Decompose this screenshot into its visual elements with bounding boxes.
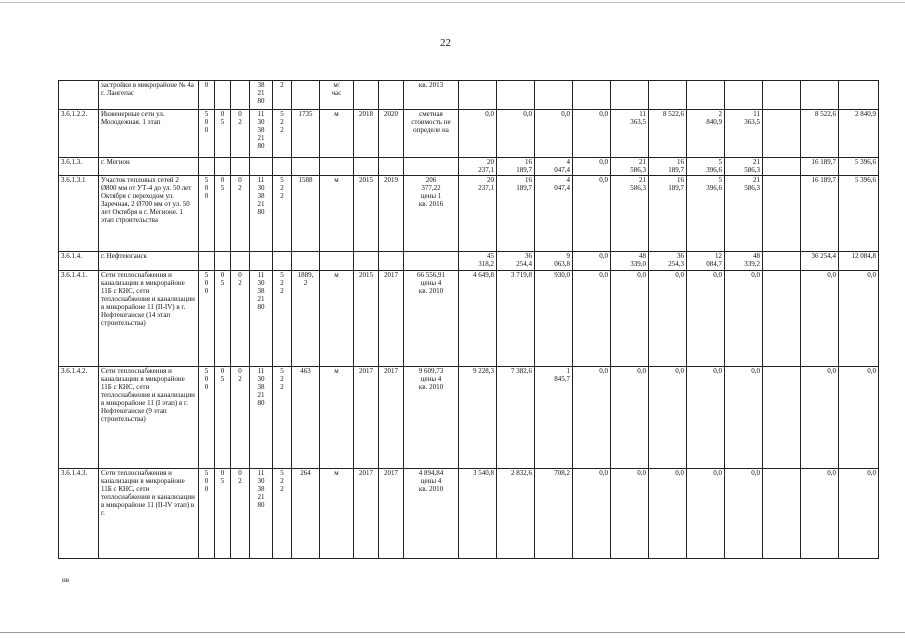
end-year-cell: 2017 <box>379 271 404 367</box>
value-cell: 2 840,9 <box>839 110 879 158</box>
length-cell <box>292 158 320 176</box>
value-cell: 0,0 <box>649 367 687 469</box>
power-digit-cell: 5 0 0 <box>199 271 215 367</box>
value-cell: 11 363,5 <box>725 110 763 158</box>
unit-cell: м <box>320 110 354 158</box>
value-cell: 0,0 <box>839 271 879 367</box>
value-cell: 3 540,8 <box>459 469 497 559</box>
value-cell: 0,0 <box>725 271 763 367</box>
value-cell: 48 339,2 <box>725 252 763 271</box>
empty-cell <box>763 469 801 559</box>
investment-table <box>58 80 879 559</box>
code-cell: 5 2 2 <box>273 271 292 367</box>
value-cell: 21 586,3 <box>725 176 763 252</box>
value-cell <box>535 81 573 110</box>
value-cell: 5 396,6 <box>687 176 725 252</box>
value-cell: 4 649,8 <box>459 271 497 367</box>
value-cell: 45 318,2 <box>459 252 497 271</box>
row-number-cell: 3.6.1.2.2. <box>59 110 99 158</box>
code-cell: 5 2 2 <box>273 176 292 252</box>
table-row <box>59 252 879 271</box>
value-cell: 11 363,5 <box>611 110 649 158</box>
table-row <box>59 110 879 158</box>
unit-cell <box>320 252 354 271</box>
code-cell: 11 30 38 21 80 <box>250 367 273 469</box>
table-row <box>59 158 879 176</box>
length-cell <box>292 252 320 271</box>
value-cell: 0,0 <box>611 469 649 559</box>
power-digit-cell: 0 2 <box>231 110 250 158</box>
start-year-cell: 2017 <box>354 367 379 469</box>
value-cell <box>801 81 839 110</box>
power-digit-cell: 0 2 <box>231 367 250 469</box>
code-cell: 11 30 38 21 80 <box>250 271 273 367</box>
value-cell: 36 254,4 <box>801 252 839 271</box>
value-cell: 0,0 <box>573 252 611 271</box>
start-year-cell <box>354 158 379 176</box>
value-cell <box>763 81 801 110</box>
empty-cell <box>763 110 801 158</box>
empty-cell <box>763 252 801 271</box>
start-year-cell: 2018 <box>354 110 379 158</box>
value-cell <box>497 81 535 110</box>
start-year-cell <box>354 252 379 271</box>
value-cell: 16 189,7 <box>801 158 839 176</box>
value-cell: 9 063,8 <box>535 252 573 271</box>
power-digit-cell: 0 <box>199 81 215 110</box>
value-cell: 4 047,4 <box>535 176 573 252</box>
value-cell: 12 084,7 <box>687 252 725 271</box>
power-digit-cell: 0 2 <box>231 271 250 367</box>
value-cell: 36 254,3 <box>649 252 687 271</box>
value-cell: 0,0 <box>687 469 725 559</box>
length-cell: 1588 <box>292 176 320 252</box>
table-row <box>59 367 879 469</box>
power-digit-cell: 0 5 <box>215 176 231 252</box>
empty-cell <box>763 158 801 176</box>
power-digit-cell <box>231 81 250 110</box>
power-digit-cell <box>231 158 250 176</box>
value-cell: 0,0 <box>611 271 649 367</box>
code-cell <box>273 252 292 271</box>
row-number-cell <box>59 81 99 110</box>
end-year-cell: 2017 <box>379 469 404 559</box>
value-cell: 0,0 <box>801 469 839 559</box>
value-cell: 0,0 <box>687 367 725 469</box>
value-cell: 21 586,3 <box>611 158 649 176</box>
value-cell: 20 237,1 <box>459 176 497 252</box>
length-cell: 1889, 2 <box>292 271 320 367</box>
power-digit-cell: 0 5 <box>215 110 231 158</box>
unit-cell <box>320 158 354 176</box>
end-year-cell <box>379 81 404 110</box>
table-row <box>59 469 879 559</box>
end-year-cell: 2020 <box>379 110 404 158</box>
row-number-cell: 3.6.1.4.2. <box>59 367 99 469</box>
estimated-cost-cell: 4 894,84 цены 4 кв. 2010 <box>404 469 459 559</box>
value-cell: 0,0 <box>839 367 879 469</box>
power-digit-cell: 0 5 <box>215 367 231 469</box>
value-cell <box>839 81 879 110</box>
value-cell: 7 382,6 <box>497 367 535 469</box>
table-row <box>59 176 879 252</box>
start-year-cell: 2015 <box>354 271 379 367</box>
value-cell: 8 522,6 <box>801 110 839 158</box>
unit-cell: м <box>320 367 354 469</box>
value-cell: 0,0 <box>459 110 497 158</box>
power-digit-cell: 0 2 <box>231 469 250 559</box>
power-digit-cell <box>215 81 231 110</box>
value-cell: 36 254,4 <box>497 252 535 271</box>
value-cell: 0,0 <box>573 271 611 367</box>
object-name-cell: г. Мегион <box>99 158 199 176</box>
power-digit-cell <box>199 252 215 271</box>
value-cell: 16 189,7 <box>801 176 839 252</box>
object-name-cell: Инженерные сети ул. Молодежная. 1 этап <box>99 110 199 158</box>
value-cell: 48 339,0 <box>611 252 649 271</box>
value-cell <box>573 81 611 110</box>
estimated-cost-cell <box>404 158 459 176</box>
value-cell: 0,0 <box>573 367 611 469</box>
value-cell: 21 586,3 <box>611 176 649 252</box>
estimated-cost-cell: 206 377,22 цены 1 кв. 2016 <box>404 176 459 252</box>
object-name-cell: застройки в микрорайоне № 4а г. Лангепас <box>99 81 199 110</box>
power-digit-cell: 5 0 0 <box>199 176 215 252</box>
value-cell: 0,0 <box>725 367 763 469</box>
estimated-cost-cell <box>404 252 459 271</box>
value-cell: 5 396,6 <box>839 176 879 252</box>
value-cell <box>687 81 725 110</box>
object-name-cell: г. Нефтеюганск <box>99 252 199 271</box>
row-number-cell: 3.6.1.3. <box>59 158 99 176</box>
code-cell <box>273 158 292 176</box>
value-cell: 0,0 <box>649 271 687 367</box>
code-cell: 11 30 38 21 80 <box>250 110 273 158</box>
start-year-cell: 2015 <box>354 176 379 252</box>
code-cell: 5 2 2 <box>273 110 292 158</box>
estimated-cost-cell: 66 556,91 цены 4 кв. 2010 <box>404 271 459 367</box>
value-cell: 0,0 <box>535 110 573 158</box>
value-cell: 0,0 <box>573 110 611 158</box>
code-cell: 2 <box>273 81 292 110</box>
power-digit-cell <box>231 252 250 271</box>
value-cell: 0,0 <box>573 469 611 559</box>
length-cell: 463 <box>292 367 320 469</box>
length-cell <box>292 81 320 110</box>
value-cell: 5 396,6 <box>687 158 725 176</box>
object-name-cell: Сети теплоснабжения и канализации в микрорайоне 11Б с КНС, сети теплоснабжения и канализации в микрорайоне 11 (I этап) в г. Нефтеюганске (9 этап строительства) <box>99 367 199 469</box>
code-cell <box>250 158 273 176</box>
code-cell <box>250 252 273 271</box>
value-cell: 16 189,7 <box>649 158 687 176</box>
object-name-cell: Сети теплоснабжения и канализации в микрорайоне 11Б с КНС, сети теплоснабжения и канализации в микрорайоне 11 (II-IV этап) в г. <box>99 469 199 559</box>
row-number-cell: 3.6.1.4.1. <box>59 271 99 367</box>
estimated-cost-cell: 9 609,73 цены 4 кв. 2010 <box>404 367 459 469</box>
start-year-cell: 2017 <box>354 469 379 559</box>
value-cell: 0,0 <box>839 469 879 559</box>
page-number: 22 <box>440 37 451 49</box>
empty-cell <box>763 271 801 367</box>
empty-cell <box>763 176 801 252</box>
value-cell: 0,0 <box>573 176 611 252</box>
code-cell: 38 21 80 <box>250 81 273 110</box>
value-cell: 2 840,9 <box>687 110 725 158</box>
value-cell <box>649 81 687 110</box>
power-digit-cell <box>215 158 231 176</box>
code-cell: 5 2 2 <box>273 367 292 469</box>
code-cell: 11 30 38 21 80 <box>250 469 273 559</box>
value-cell: 20 237,1 <box>459 158 497 176</box>
value-cell: 12 084,8 <box>839 252 879 271</box>
object-name-cell: Участок тепловых сетей 2 Ø800 мм от УТ-4 до ул. 50 лет Октября с переходом ул. Заречная, 2 Ø700 мм от ул. 50 лет Октября в г. Мегионе. 1 этап строительства <box>99 176 199 252</box>
power-digit-cell: 0 2 <box>231 176 250 252</box>
value-cell <box>611 81 649 110</box>
estimated-cost-cell: сметная стоимость не определе на <box>404 110 459 158</box>
value-cell: 9 228,3 <box>459 367 497 469</box>
value-cell: 0,0 <box>801 271 839 367</box>
power-digit-cell: 5 0 0 <box>199 110 215 158</box>
row-number-cell: 3.6.1.4.3. <box>59 469 99 559</box>
length-cell: 1735 <box>292 110 320 158</box>
unit-cell: м/ час <box>320 81 354 110</box>
value-cell: 21 586,3 <box>725 158 763 176</box>
value-cell: 16 189,7 <box>497 176 535 252</box>
empty-cell <box>763 367 801 469</box>
row-number-cell: 3.6.1.3.1 <box>59 176 99 252</box>
unit-cell: м <box>320 176 354 252</box>
start-year-cell <box>354 81 379 110</box>
top-edge-line <box>0 2 905 3</box>
value-cell: 0,0 <box>801 367 839 469</box>
power-digit-cell <box>199 158 215 176</box>
value-cell: 0,0 <box>497 110 535 158</box>
power-digit-cell <box>215 252 231 271</box>
estimated-cost-cell: кв. 2013 <box>404 81 459 110</box>
value-cell: 0,0 <box>725 469 763 559</box>
value-cell: 5 396,6 <box>839 158 879 176</box>
value-cell: 16 189,7 <box>649 176 687 252</box>
power-digit-cell: 0 5 <box>215 271 231 367</box>
value-cell: 16 189,7 <box>497 158 535 176</box>
end-year-cell: 2019 <box>379 176 404 252</box>
value-cell: 8 522,6 <box>649 110 687 158</box>
code-cell: 11 30 38 21 80 <box>250 176 273 252</box>
end-year-cell <box>379 252 404 271</box>
unit-cell: м <box>320 469 354 559</box>
power-digit-cell: 0 5 <box>215 469 231 559</box>
value-cell: 0,0 <box>687 271 725 367</box>
object-name-cell: Сети теплоснабжения и канализации в микрорайоне 11Б с КНС, сети теплоснабжения и канализации в микрорайоне 11 (II-IV) в г. Нефтеюганске (14 этап строительства) <box>99 271 199 367</box>
bottom-edge-line <box>0 632 905 633</box>
code-cell: 5 2 2 <box>273 469 292 559</box>
row-number-cell: 3.6.1.4. <box>59 252 99 271</box>
table-row <box>59 81 879 110</box>
power-digit-cell: 5 0 0 <box>199 469 215 559</box>
value-cell: 0,0 <box>611 367 649 469</box>
value-cell: 3 719,8 <box>497 271 535 367</box>
value-cell: 4 047,4 <box>535 158 573 176</box>
value-cell: 2 832,6 <box>497 469 535 559</box>
footer-note: нв <box>62 576 70 584</box>
power-digit-cell: 5 0 0 <box>199 367 215 469</box>
value-cell <box>725 81 763 110</box>
end-year-cell: 2017 <box>379 367 404 469</box>
value-cell <box>459 81 497 110</box>
value-cell: 0,0 <box>649 469 687 559</box>
value-cell: 708,2 <box>535 469 573 559</box>
end-year-cell <box>379 158 404 176</box>
table-row <box>59 271 879 367</box>
unit-cell: м <box>320 271 354 367</box>
value-cell: 930,0 <box>535 271 573 367</box>
length-cell: 264 <box>292 469 320 559</box>
value-cell: 1 845,7 <box>535 367 573 469</box>
value-cell: 0,0 <box>573 158 611 176</box>
